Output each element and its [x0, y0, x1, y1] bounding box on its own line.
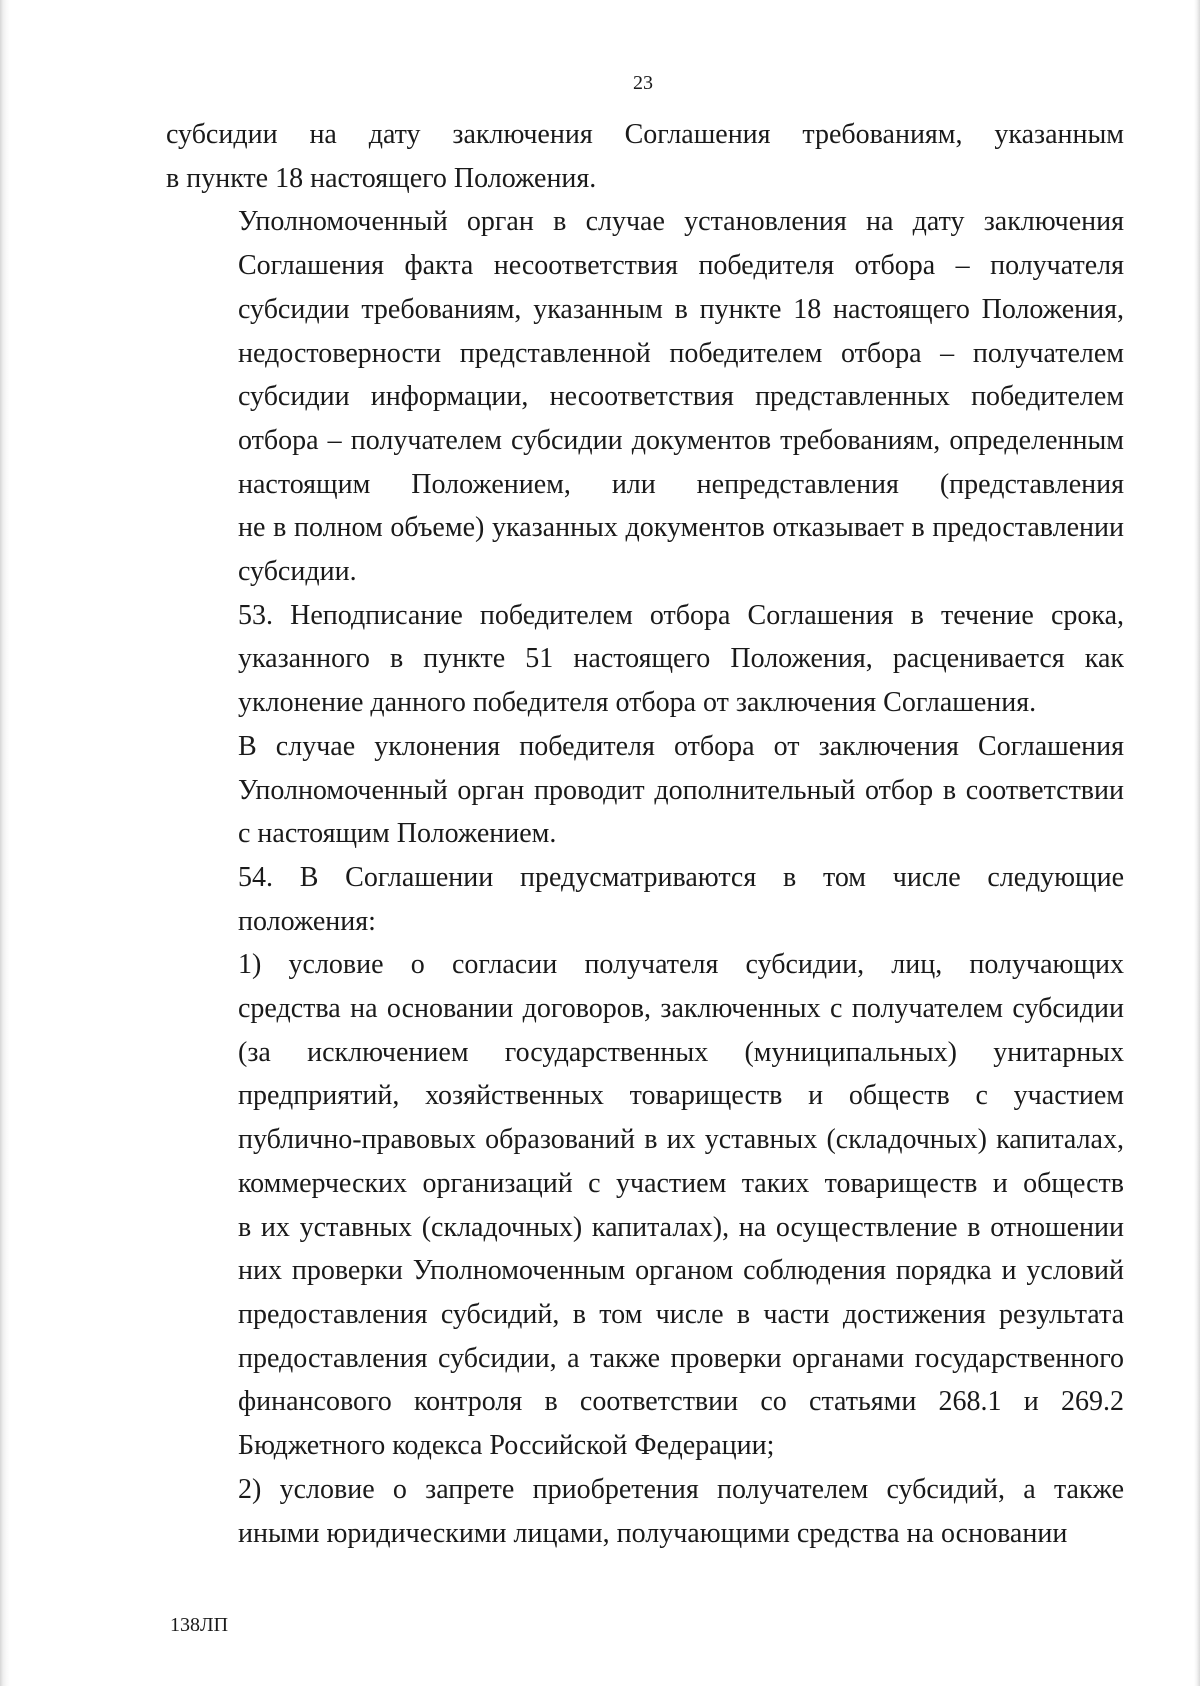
text-line: них проверки Уполномоченным органом соблюдения порядка и условий — [238, 1255, 1124, 1287]
text-line: Уполномоченный орган проводит дополнительный отбор в соответствии — [238, 774, 1124, 806]
text-line: предоставления субсидий, в том числе в части достижения результата — [238, 1298, 1124, 1330]
scan-edge-right — [1194, 0, 1200, 1686]
paragraph — [166, 725, 1124, 856]
text-line: предоставления субсидии, а также проверки органами государственного — [238, 1342, 1124, 1374]
paragraph — [166, 594, 1124, 725]
paragraph — [166, 113, 1124, 200]
text-line: 54. В Соглашении предусматриваются в том числе следующие — [238, 861, 1124, 893]
text-line: в пункте 18 настоящего Положения. — [166, 162, 597, 194]
text-line: субсидии. — [238, 556, 357, 588]
text-line: положения: — [238, 905, 376, 937]
page-number: 23 — [633, 72, 653, 94]
text-line: 2) условие о запрете приобретения получателем субсидий, а также — [238, 1473, 1124, 1505]
text-line: недостоверности представленной победителем отбора – получателем — [238, 337, 1124, 369]
document-code: 138ЛП — [170, 1614, 229, 1636]
text-line: коммерческих организаций с участием таких товариществ и обществ — [238, 1167, 1124, 1199]
text-line: указанного в пункте 51 настоящего Положения, расценивается как — [238, 643, 1124, 675]
text-line: Бюджетного кодекса Российской Федерации; — [238, 1430, 775, 1462]
paragraph — [166, 856, 1124, 943]
text-line: средства на основании договоров, заключенных с получателем субсидии — [238, 993, 1124, 1025]
text-line: настоящим Положением, или непредставления (представления — [238, 468, 1124, 500]
text-line: субсидии на дату заключения Соглашения требованиям, указанным — [166, 119, 1124, 150]
text-line: в их уставных (складочных) капиталах), на осуществление в отношении — [238, 1211, 1124, 1243]
text-line: В случае уклонения победителя отбора от заключения Соглашения — [238, 730, 1124, 762]
text-line: субсидии требованиям, указанным в пункте 18 настоящего Положения, — [238, 293, 1124, 325]
text-line: предприятий, хозяйственных товариществ и обществ с участием — [238, 1080, 1124, 1112]
text-line: 53. Неподписание победителем отбора Соглашения в течение срока, — [238, 599, 1124, 631]
text-line: отбора – получателем субсидии документов требованиям, определенным — [238, 424, 1124, 456]
text-line: с настоящим Положением. — [238, 818, 557, 850]
text-line: публично-правовых образований в их уставных (складочных) капиталах, — [238, 1124, 1124, 1156]
document-body — [166, 113, 1124, 1555]
paragraph — [166, 1468, 1124, 1555]
text-line: иными юридическими лицами, получающими средства на основании — [238, 1517, 1068, 1549]
text-line: финансового контроля в соответствии со статьями 268.1 и 269.2 — [238, 1386, 1124, 1418]
scan-edge-left — [0, 0, 10, 1686]
text-line: (за исключением государственных (муниципальных) унитарных — [238, 1036, 1124, 1068]
text-line: Уполномоченный орган в случае установления на дату заключения — [238, 206, 1124, 238]
paragraph — [166, 200, 1124, 593]
text-line: не в полном объеме) указанных документов отказывает в предоставлении — [238, 512, 1124, 544]
text-line: уклонение данного победителя отбора от заключения Соглашения. — [238, 687, 1037, 719]
paragraph — [166, 943, 1124, 1467]
text-line: 1) условие о согласии получателя субсидии, лиц, получающих — [238, 949, 1124, 981]
text-line: Соглашения факта несоответствия победителя отбора – получателя — [238, 250, 1124, 282]
text-line: субсидии информации, несоответствия представленных победителем — [238, 381, 1124, 413]
